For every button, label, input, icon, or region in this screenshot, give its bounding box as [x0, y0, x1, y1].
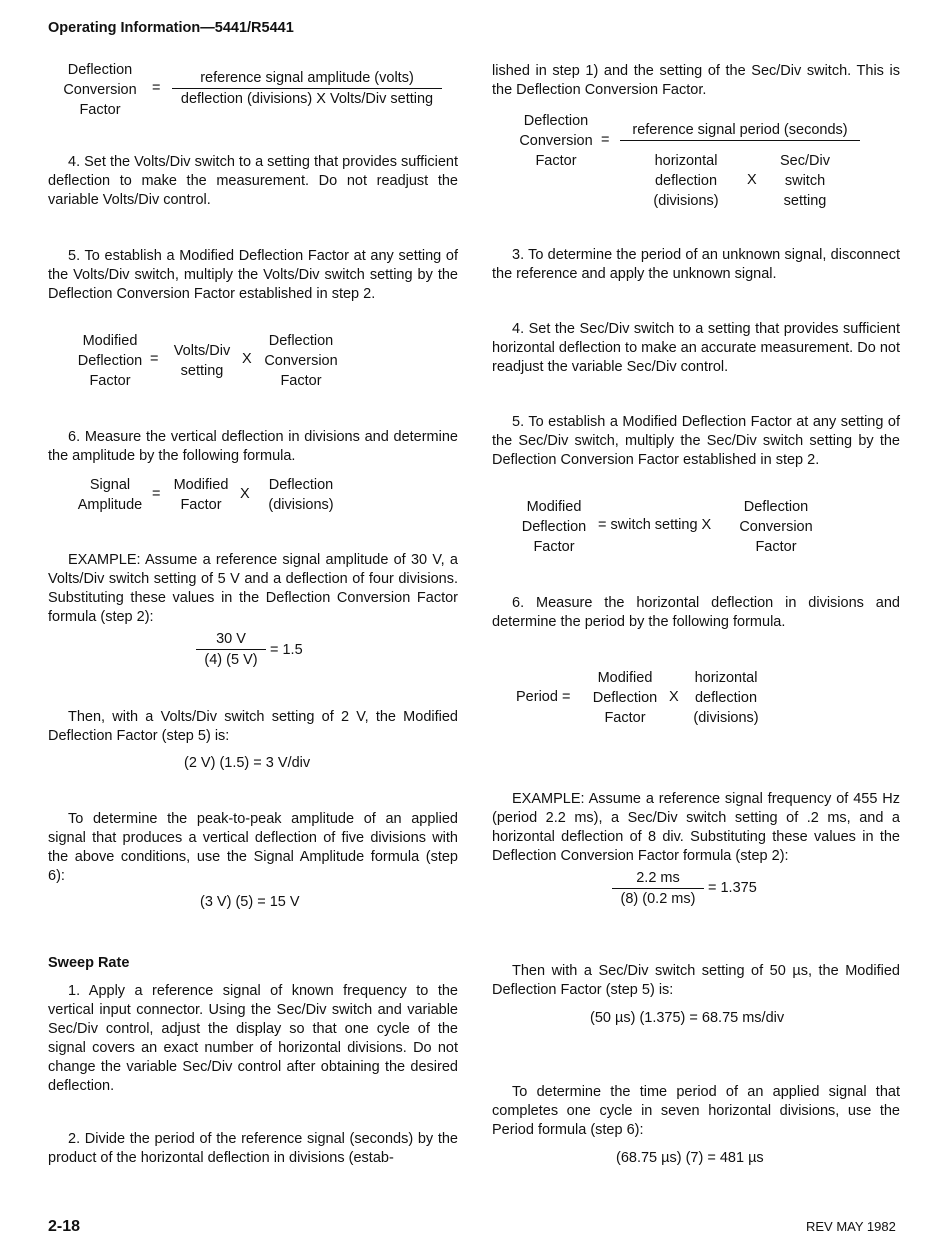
formula-dcf-label: Deflection Conversion Factor [63, 62, 137, 118]
formula-mdf-mid: = switch setting X [598, 517, 712, 533]
calc-1-fraction [196, 631, 266, 668]
formula-amp-label: Signal Amplitude [77, 477, 143, 513]
formula-dcf-den-right: Sec/Div switch setting [780, 153, 830, 209]
example-text: EXAMPLE: Assume a reference signal frequency of 455 Hz (period 2.2 ms), a Sec/Div switch setting of .2 ms, and a horizontal deflection of 8 div. Substituting these values in the Deflection Conversion Factor formula (step 2): [492, 791, 900, 864]
multiply-sign: X [747, 172, 757, 188]
calc-2: (50 µs) (1.375) = 68.75 ms/div [590, 1010, 785, 1026]
fraction-numerator: reference signal period (seconds) [620, 122, 860, 141]
revision-date: REV MAY 1982 [806, 1219, 896, 1234]
multiply-sign: X [242, 351, 252, 367]
fraction-numerator: reference signal amplitude (volts) [172, 70, 442, 89]
sweep-rate-heading: Sweep Rate [48, 955, 130, 971]
formula-dcf-fraction [620, 122, 860, 141]
peak-text: To determine the peak-to-peak amplitude of an applied signal that produces a vertical deflection of five divisions with the above conditions, use the Signal Amplitude formula (step 6): [48, 811, 458, 884]
calc-2: (2 V) (1.5) = 3 V/div [184, 755, 311, 771]
equals-sign: = [601, 132, 610, 148]
equals-sign: = [152, 80, 161, 96]
formula-mdf-right: Deflection Conversion Factor [264, 333, 338, 389]
fraction-denominator: (8) (0.2 ms) [620, 891, 696, 907]
page-number: 2-18 [48, 1218, 81, 1235]
fraction-numerator: 2.2 ms [612, 870, 704, 889]
step-6-text: 6. Measure the horizontal deflection in divisions and determine the period by the following formula. [492, 595, 900, 630]
multiply-sign: X [240, 486, 250, 502]
then-text: Then with a Sec/Div switch setting of 50 µs, the Modified Deflection Factor (step 5) is: [492, 963, 900, 998]
page-header: Operating Information—5441/R5441 [48, 20, 294, 36]
calc-3: (3 V) (5) = 15 V [200, 894, 300, 910]
sweep-step-1-text: 1. Apply a reference signal of known frequency to the vertical input connector. Using the Sec/Div switch and variable Sec/Div control, adjust the display so that one cycle of the signal covers an exact number of horizontal divisions. Do not change the variable Sec/Div control after obtaining the desired deflection. [48, 983, 458, 1094]
formula-period-right: horizontal deflection (divisions) [693, 670, 759, 726]
formula-mdf-right: Deflection Conversion Factor [739, 499, 813, 555]
fraction-denominator: (4) (5 V) [204, 652, 258, 668]
formula-amp-mid: Modified Factor [173, 477, 229, 513]
fraction-denominator: deflection (divisions) X Volts/Div setting [180, 91, 434, 107]
formula-period-label: Period = [516, 689, 571, 705]
sweep-step-2-text: 2. Divide the period of the reference signal (seconds) by the product of the horizontal deflection in divisions (estab- [48, 1131, 458, 1166]
example-text: EXAMPLE: Assume a reference signal amplitude of 30 V, a Volts/Div switch setting of 5 V and a deflection of four divisions. Substituting these values in the Deflection Conversion Factor formula (step 2): [48, 552, 458, 625]
formula-dcf-den-left: horizontal deflection (divisions) [653, 153, 719, 209]
formula-dcf-label: Deflection Conversion Factor [519, 113, 593, 169]
step-6-text: 6. Measure the vertical deflection in divisions and determine the amplitude by the following formula. [48, 429, 458, 464]
step-5-text: 5. To establish a Modified Deflection Factor at any setting of the Sec/Div switch, multiply the Sec/Div switch setting by the Deflection Conversion Factor established in step 2. [492, 414, 900, 468]
formula-mdf-mid: Volts/Div setting [173, 343, 231, 379]
step-5-text: 5. To establish a Modified Deflection Factor at any setting of the Volts/Div switch, multiply the Volts/Div switch setting by the Deflection Conversion Factor established in step 2. [48, 248, 458, 302]
step-3-text: 3. To determine the period of an unknown signal, disconnect the reference and apply the unknown signal. [492, 247, 900, 282]
formula-period-mid: Modified Deflection Factor [592, 670, 658, 726]
calc-1-result: = 1.5 [270, 642, 303, 658]
step-4-text: 4. Set the Sec/Div switch to a setting that provides sufficient horizontal deflection to make an accurate measurement. Do not readjust the variable Sec/Div control. [492, 321, 900, 375]
period-text: To determine the time period of an applied signal that completes one cycle in seven horizontal divisions, use the Period formula (step 6): [492, 1084, 900, 1138]
formula-mdf-label: Modified Deflection Factor [77, 333, 143, 389]
continuation-text: lished in step 1) and the setting of the Sec/Div switch. This is the Deflection Conversion Factor. [492, 63, 900, 98]
fraction-numerator: 30 V [196, 631, 266, 650]
calc-3: (68.75 µs) (7) = 481 µs [616, 1150, 764, 1166]
formula-amp-right: Deflection (divisions) [268, 477, 334, 513]
multiply-sign: X [669, 689, 679, 705]
equals-sign: = [152, 486, 161, 502]
then-text: Then, with a Volts/Div switch setting of 2 V, the Modified Deflection Factor (step 5) is: [48, 709, 458, 744]
formula-dcf-fraction [172, 70, 442, 107]
calc-1-result: = 1.375 [708, 880, 757, 896]
formula-mdf-label: Modified Deflection Factor [521, 499, 587, 555]
step-4-text: 4. Set the Volts/Div switch to a setting that provides sufficient deflection to make the measurement. Do not readjust the variable Volts/Div control. [48, 154, 458, 208]
equals-sign: = [150, 351, 159, 367]
calc-1-fraction [612, 870, 704, 907]
